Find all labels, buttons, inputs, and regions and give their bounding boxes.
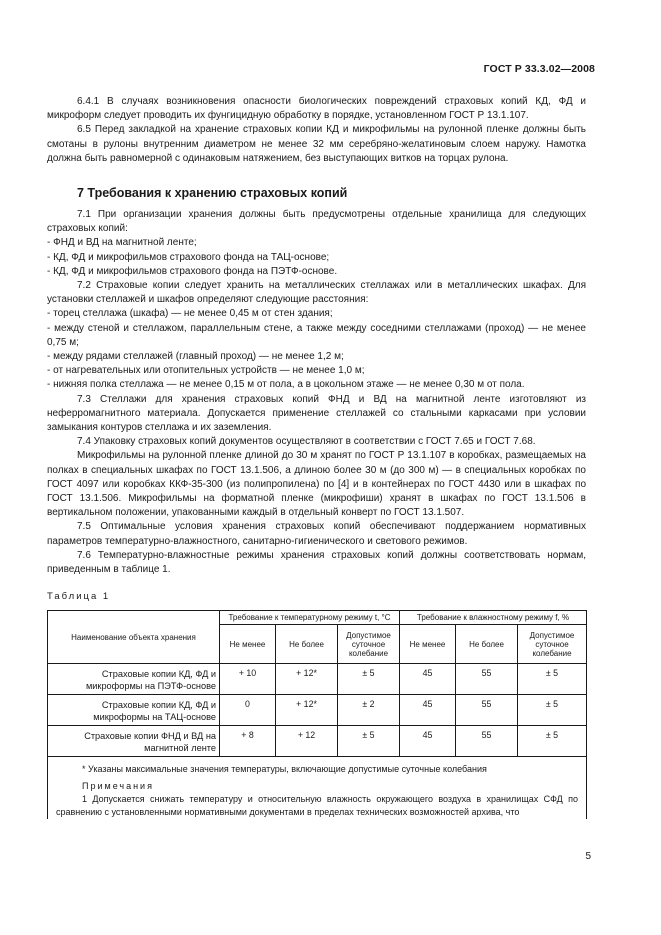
cell-hum-daily: ± 5 <box>518 695 587 726</box>
column-header-temp-daily: Допустимое суточное колебание <box>338 625 400 664</box>
column-header-object: Наименование объекта хранения <box>48 611 220 664</box>
paragraph-7-3: 7.3 Стеллажи для хранения страховых копий ФНД и ВД на магнитной ленте изготовляют из неферромагнитного материала. Допускается применение стеллажей со стальными каркасами при условии замыкания контуров стеллажа и их заземления. <box>47 393 586 434</box>
table-footnote: * Указаны максимальные значения температуры, включающие допустимые суточные колебания <box>82 764 487 775</box>
row-object-name: Страховые копии КД, ФД и микроформы на ПЭТФ-основе <box>48 664 220 695</box>
list-item: - КД, ФД и микрофильмов страхового фонда на ПЭТФ-основе. <box>47 265 338 277</box>
list-item: - торец стеллажа (шкафа) — не менее 0,45 м от стен здания; <box>47 308 333 320</box>
cell-hum-min: 45 <box>400 695 456 726</box>
list-item: - ФНД и ВД на магнитной ленте; <box>47 237 197 249</box>
list-item: - между стеной и стеллажом, параллельным стене, а также между соседними стеллажами (проход) — не менее 0,75 м; <box>47 322 586 348</box>
cell-hum-max: 55 <box>456 726 518 757</box>
table-row <box>48 726 587 757</box>
table-notes-row <box>48 757 587 820</box>
paragraph-7-2: 7.2 Страховые копии следует хранить на металлических стеллажах или в металлических шкафах. Для установки стеллажей и шкафов определяют следующие расстояния: <box>47 280 586 306</box>
document-code: ГОСТ Р 33.3.02—2008 <box>483 63 595 75</box>
cell-hum-max: 55 <box>456 695 518 726</box>
cell-temp-max: + 12 <box>276 726 338 757</box>
list-item: - от нагревательных или отопительных устройств — не менее 1,0 м; <box>47 365 365 377</box>
paragraph-6-5: 6.5 Перед закладкой на хранение страховых копии КД и микрофильмы на рулонной пленке должны быть смотаны в рулоны внутренним диаметром не менее 32 мм серебряно-желатиновым слоем наружу. Намотка должна быть равномерной с одинаковым натяжением, без выступающих витков на торцах рулона. <box>47 124 586 164</box>
column-header-temp-min: Не менее <box>220 625 276 664</box>
paragraph-6-4-1: 6.4.1 В случаях возникновения опасности биологических повреждений страховых копий КД, ФД и микроформ следует проводить их фунгицидную обработку в порядке, установленном ГОСТ Р 13.1.107. <box>47 96 586 122</box>
column-header-hum-max: Не более <box>456 625 518 664</box>
paragraph-7-4: 7.4 Упаковку страховых копий документов осуществляют в соответствии с ГОСТ 7.65 и ГОСТ 7.68. <box>77 436 536 448</box>
paragraph-7-4-microfilms: Микрофильмы на рулонной пленке длиной до 30 м хранят по ГОСТ Р 13.1.107 в коробках, размещаемых на полках в специальных шкафах по ГОСТ 13.1.506, а длиною более 30 м (до 300 м) — в специальных коробках по ГОСТ 4097 или коробках ККФ-35-300 (из полипропилена) по [4] и в контейнерах по ГОСТ 4430 или в шкафах по ГОСТ 13.1.506. Микрофильмы на форматной пленке (микрофиши) хранят в шкафах по ГОСТ 13.1.506 в вертикальном положении, упакованными каждый в отдельный конверт по ГОСТ 13.1.507. <box>47 450 586 519</box>
table-row <box>48 664 587 695</box>
cell-hum-max: 55 <box>456 664 518 695</box>
column-group-temperature: Требование к температурному режиму t, °C <box>220 611 400 625</box>
column-header-hum-daily: Допустимое суточное колебание <box>518 625 587 664</box>
notes-title: Примечания <box>82 781 154 792</box>
table-notes <box>48 757 587 820</box>
page-content <box>47 95 586 819</box>
cell-temp-max: + 12* <box>276 695 338 726</box>
list-item: - нижняя полка стеллажа — не менее 0,15 м от пола, а в цокольном этаже — не менее 0,30 м от пола. <box>47 379 525 391</box>
list-item: - между рядами стеллажей (главный проход) — не менее 1,2 м; <box>47 351 344 363</box>
paragraph-7-1: 7.1 При организации хранения должны быть предусмотрены отдельные хранилища для следующих страховых копий: <box>47 209 586 235</box>
cell-hum-daily: ± 5 <box>518 726 587 757</box>
paragraph-7-5: 7.5 Оптимальные условия хранения страховых копий обеспечивают поддержанием нормативных параметров температурно-влажностного, санитарно-гигиенического и светового режимов. <box>47 521 586 547</box>
table-caption: Таблица 1 <box>47 591 111 603</box>
cell-temp-daily: ± 5 <box>338 726 400 757</box>
list-item: - КД, ФД и микрофильмов страхового фонда на ТАЦ-основе; <box>47 251 330 263</box>
cell-temp-min: + 8 <box>220 726 276 757</box>
cell-temp-max: + 12* <box>276 664 338 695</box>
cell-hum-min: 45 <box>400 664 456 695</box>
page-number: 5 <box>585 851 591 862</box>
cell-temp-daily: ± 5 <box>338 664 400 695</box>
note-1: 1 Допускается снижать температуру и относительную влажность окружающего воздуха в хранилищах СФД по сравнению с установленными нормативными документами в пределах технических возможностей архива, что <box>56 794 578 818</box>
cell-temp-daily: ± 2 <box>338 695 400 726</box>
row-object-name: Страховые копии ФНД и ВД на магнитной ленте <box>48 726 220 757</box>
cell-hum-min: 45 <box>400 726 456 757</box>
paragraph-7-6: 7.6 Температурно-влажностные режимы хранения страховых копий должны соответствовать нормам, приведенным в таблице 1. <box>47 549 586 576</box>
row-object-name: Страховые копии КД, ФД и микроформы на ТАЦ-основе <box>48 695 220 726</box>
cell-temp-min: 0 <box>220 695 276 726</box>
cell-temp-min: + 10 <box>220 664 276 695</box>
storage-conditions-table <box>47 610 587 819</box>
section-title: 7 Требования к хранению страховых копий <box>77 186 348 201</box>
column-group-humidity: Требование к влажностному режиму f, % <box>400 611 587 625</box>
table-row <box>48 695 587 726</box>
column-header-hum-min: Не менее <box>400 625 456 664</box>
cell-hum-daily: ± 5 <box>518 664 587 695</box>
column-header-temp-max: Не более <box>276 625 338 664</box>
